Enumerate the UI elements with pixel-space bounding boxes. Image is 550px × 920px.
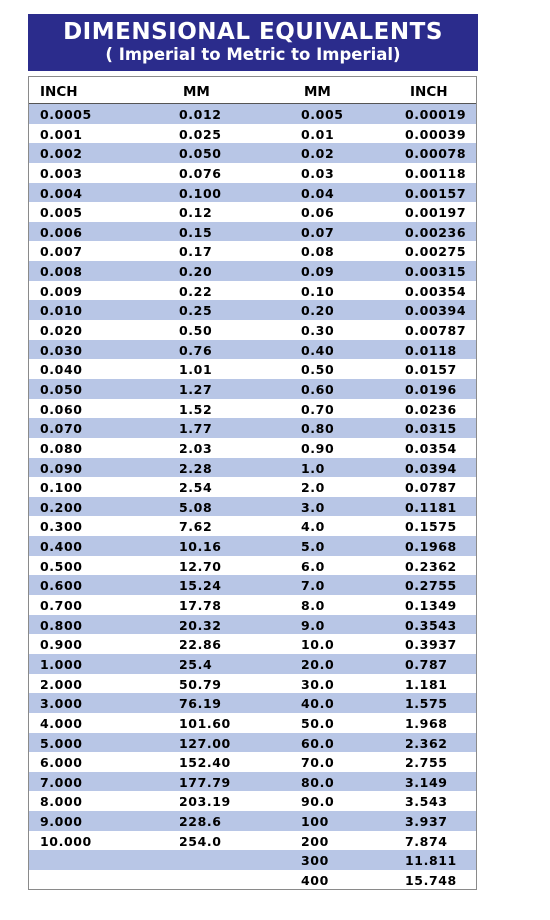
cell-mm: 2.03 (179, 440, 213, 456)
cell-mm-2: 0.90 (301, 440, 335, 456)
cell-mm: 0.076 (179, 165, 222, 181)
cell-mm: 0.50 (179, 323, 213, 339)
cell-mm-2: 0.80 (301, 421, 335, 437)
cell-mm-2: 0.08 (301, 244, 335, 260)
header-mm-2: MM (304, 84, 331, 100)
cell-mm: 25.4 (179, 656, 213, 672)
cell-inch-2: 0.2755 (405, 578, 457, 594)
cell-mm-2: 4.0 (301, 519, 325, 535)
cell-inch-2: 0.787 (405, 656, 448, 672)
cell-mm-2: 8.0 (301, 598, 325, 614)
cell-inch-2: 3.543 (405, 794, 448, 810)
cell-inch: 0.006 (40, 224, 83, 240)
table-row (29, 477, 476, 497)
table-row (29, 359, 476, 379)
cell-mm: 22.86 (179, 637, 222, 653)
table-row (29, 713, 476, 733)
cell-mm-2: 80.0 (301, 774, 335, 790)
cell-inch-2: 0.00197 (405, 205, 467, 221)
cell-inch-2: 0.1968 (405, 539, 457, 555)
cell-mm: 1.01 (179, 362, 213, 378)
cell-inch: 0.070 (40, 421, 83, 437)
table-row (29, 674, 476, 694)
cell-inch: 0.003 (40, 165, 83, 181)
cell-mm-2: 400 (301, 872, 329, 888)
cell-inch-2: 0.2362 (405, 558, 457, 574)
cell-mm-2: 10.0 (301, 637, 335, 653)
cell-inch-2: 0.00275 (405, 244, 467, 260)
table-row (29, 850, 476, 870)
cell-mm-2: 0.06 (301, 205, 335, 221)
cell-mm: 127.00 (179, 735, 231, 751)
cell-inch: 0.100 (40, 480, 83, 496)
cell-mm: 0.025 (179, 126, 222, 142)
cell-mm-2: 3.0 (301, 499, 325, 515)
table-row (29, 340, 476, 360)
cell-mm: 1.52 (179, 401, 213, 417)
cell-mm-2: 9.0 (301, 617, 325, 633)
table-row (29, 458, 476, 478)
cell-mm-2: 6.0 (301, 558, 325, 574)
table-row (29, 183, 476, 203)
cell-inch: 3.000 (40, 696, 83, 712)
cell-mm-2: 70.0 (301, 755, 335, 771)
cell-inch-2: 0.00019 (405, 107, 467, 122)
cell-mm: 0.12 (179, 205, 213, 221)
cell-inch: 0.0005 (40, 107, 92, 122)
cell-mm: 0.25 (179, 303, 213, 319)
cell-mm-2: 50.0 (301, 715, 335, 731)
table-row (29, 379, 476, 399)
cell-mm-2: 0.005 (301, 107, 344, 122)
cell-mm-2: 200 (301, 833, 329, 849)
cell-inch: 0.500 (40, 558, 83, 574)
table-row (29, 104, 476, 124)
cell-mm: 0.76 (179, 342, 213, 358)
cell-mm-2: 0.30 (301, 323, 335, 339)
cell-inch-2: 0.00394 (405, 303, 467, 319)
table-row (29, 615, 476, 635)
cell-inch: 0.080 (40, 440, 83, 456)
page-title: DIMENSIONAL EQUIVALENTS (63, 19, 443, 45)
cell-mm-2: 0.07 (301, 224, 335, 240)
cell-inch: 9.000 (40, 814, 83, 830)
cell-mm-2: 0.20 (301, 303, 335, 319)
cell-inch: 6.000 (40, 755, 83, 771)
cell-inch: 4.000 (40, 715, 83, 731)
cell-mm: 50.79 (179, 676, 222, 692)
cell-inch-2: 0.3937 (405, 637, 457, 653)
cell-mm: 203.19 (179, 794, 231, 810)
cell-mm-2: 300 (301, 853, 329, 869)
cell-mm: 101.60 (179, 715, 231, 731)
cell-mm: 0.22 (179, 283, 213, 299)
table-row (29, 693, 476, 713)
cell-inch-2: 0.1181 (405, 499, 457, 515)
table-row (29, 811, 476, 831)
cell-mm-2: 0.60 (301, 381, 335, 397)
cell-inch-2: 0.00236 (405, 224, 467, 240)
cell-mm: 5.08 (179, 499, 213, 515)
cell-mm: 15.24 (179, 578, 222, 594)
header-mm: MM (183, 84, 210, 100)
cell-mm-2: 40.0 (301, 696, 335, 712)
cell-inch: 0.005 (40, 205, 83, 221)
cell-inch: 0.007 (40, 244, 83, 260)
cell-mm: 0.15 (179, 224, 213, 240)
cell-mm: 0.100 (179, 185, 222, 201)
cell-inch-2: 0.0118 (405, 342, 457, 358)
cell-mm-2: 0.01 (301, 126, 335, 142)
cell-inch-2: 0.00039 (405, 126, 467, 142)
cell-inch-2: 15.748 (405, 872, 457, 888)
cell-inch-2: 0.1349 (405, 598, 457, 614)
cell-inch-2: 0.1575 (405, 519, 457, 535)
cell-mm-2: 90.0 (301, 794, 335, 810)
cell-inch: 0.010 (40, 303, 83, 319)
cell-mm-2: 60.0 (301, 735, 335, 751)
table-row (29, 870, 476, 890)
title-banner (28, 14, 478, 71)
table-row (29, 320, 476, 340)
cell-inch: 0.200 (40, 499, 83, 515)
cell-inch: 0.020 (40, 323, 83, 339)
cell-mm-2: 1.0 (301, 460, 325, 476)
table-row (29, 654, 476, 674)
cell-inch: 10.000 (40, 833, 92, 849)
cell-inch-2: 0.0394 (405, 460, 457, 476)
cell-inch-2: 1.968 (405, 715, 448, 731)
cell-inch: 5.000 (40, 735, 83, 751)
table-row (29, 300, 476, 320)
cell-mm-2: 0.10 (301, 283, 335, 299)
cell-inch: 0.002 (40, 146, 83, 162)
cell-mm: 2.54 (179, 480, 213, 496)
cell-mm-2: 30.0 (301, 676, 335, 692)
cell-inch-2: 2.755 (405, 755, 448, 771)
cell-mm: 228.6 (179, 814, 222, 830)
cell-inch: 0.090 (40, 460, 83, 476)
cell-inch: 0.008 (40, 264, 83, 280)
header-inch: INCH (40, 84, 78, 100)
table-row (29, 595, 476, 615)
cell-mm: 152.40 (179, 755, 231, 771)
cell-inch: 0.050 (40, 381, 83, 397)
table-row (29, 752, 476, 772)
cell-inch: 0.600 (40, 578, 83, 594)
cell-inch-2: 0.00157 (405, 185, 467, 201)
cell-mm: 254.0 (179, 833, 222, 849)
cell-inch-2: 3.937 (405, 814, 448, 830)
cell-mm-2: 100 (301, 814, 329, 830)
cell-inch-2: 0.0315 (405, 421, 457, 437)
cell-mm-2: 7.0 (301, 578, 325, 594)
cell-mm: 20.32 (179, 617, 222, 633)
cell-mm: 10.16 (179, 539, 222, 555)
table-row (29, 241, 476, 261)
table-row (29, 261, 476, 281)
cell-mm: 177.79 (179, 774, 231, 790)
cell-mm: 0.17 (179, 244, 213, 260)
cell-inch: 0.009 (40, 283, 83, 299)
cell-inch: 0.800 (40, 617, 83, 633)
cell-mm-2: 0.02 (301, 146, 335, 162)
cell-inch: 2.000 (40, 676, 83, 692)
cell-inch: 0.060 (40, 401, 83, 417)
header-inch-2: INCH (410, 84, 448, 100)
cell-mm: 1.77 (179, 421, 213, 437)
cell-mm: 0.20 (179, 264, 213, 280)
cell-mm: 2.28 (179, 460, 213, 476)
cell-inch: 0.001 (40, 126, 83, 142)
cell-inch-2: 1.575 (405, 696, 448, 712)
cell-mm: 1.27 (179, 381, 213, 397)
cell-mm-2: 0.50 (301, 362, 335, 378)
cell-inch: 0.900 (40, 637, 83, 653)
cell-inch-2: 0.00118 (405, 165, 467, 181)
cell-inch-2: 0.00354 (405, 283, 467, 299)
cell-inch-2: 0.00315 (405, 264, 467, 280)
cell-mm-2: 2.0 (301, 480, 325, 496)
page-subtitle: ( Imperial to Metric to Imperial) (105, 45, 401, 64)
table-row (29, 222, 476, 242)
cell-mm-2: 0.09 (301, 264, 335, 280)
cell-inch-2: 0.3543 (405, 617, 457, 633)
table-row (29, 634, 476, 654)
cell-inch: 0.300 (40, 519, 83, 535)
table-row (29, 516, 476, 536)
cell-inch-2: 0.0157 (405, 362, 457, 378)
cell-inch-2: 1.181 (405, 676, 448, 692)
table-row (29, 575, 476, 595)
cell-inch-2: 0.0354 (405, 440, 457, 456)
cell-inch-2: 2.362 (405, 735, 448, 751)
cell-mm-2: 0.03 (301, 165, 335, 181)
table-body (29, 104, 476, 890)
cell-inch: 0.030 (40, 342, 83, 358)
cell-mm-2: 0.40 (301, 342, 335, 358)
cell-mm: 12.70 (179, 558, 222, 574)
cell-mm: 0.050 (179, 146, 222, 162)
table-row (29, 202, 476, 222)
cell-mm-2: 0.70 (301, 401, 335, 417)
conversion-table (28, 76, 477, 890)
table-row (29, 438, 476, 458)
cell-mm-2: 0.04 (301, 185, 335, 201)
cell-mm-2: 5.0 (301, 539, 325, 555)
table-row (29, 418, 476, 438)
cell-inch: 0.400 (40, 539, 83, 555)
table-row (29, 163, 476, 183)
cell-inch-2: 7.874 (405, 833, 448, 849)
cell-mm-2: 20.0 (301, 656, 335, 672)
table-header (29, 77, 476, 103)
cell-inch: 0.700 (40, 598, 83, 614)
table-row (29, 124, 476, 144)
cell-inch-2: 11.811 (405, 853, 457, 869)
cell-inch: 7.000 (40, 774, 83, 790)
cell-mm: 76.19 (179, 696, 222, 712)
cell-inch-2: 3.149 (405, 774, 448, 790)
cell-inch-2: 0.00078 (405, 146, 467, 162)
cell-inch: 0.040 (40, 362, 83, 378)
cell-inch-2: 0.00787 (405, 323, 467, 339)
table-row (29, 733, 476, 753)
cell-mm: 7.62 (179, 519, 213, 535)
table-row (29, 772, 476, 792)
table-row (29, 497, 476, 517)
cell-inch-2: 0.0236 (405, 401, 457, 417)
cell-inch: 8.000 (40, 794, 83, 810)
cell-inch-2: 0.0787 (405, 480, 457, 496)
cell-inch: 0.004 (40, 185, 83, 201)
table-row (29, 281, 476, 301)
table-row (29, 831, 476, 851)
table-row (29, 399, 476, 419)
table-row (29, 556, 476, 576)
cell-inch: 1.000 (40, 656, 83, 672)
cell-mm: 17.78 (179, 598, 222, 614)
table-row (29, 536, 476, 556)
table-row (29, 143, 476, 163)
table-row (29, 791, 476, 811)
cell-mm: 0.012 (179, 107, 222, 122)
cell-inch-2: 0.0196 (405, 381, 457, 397)
